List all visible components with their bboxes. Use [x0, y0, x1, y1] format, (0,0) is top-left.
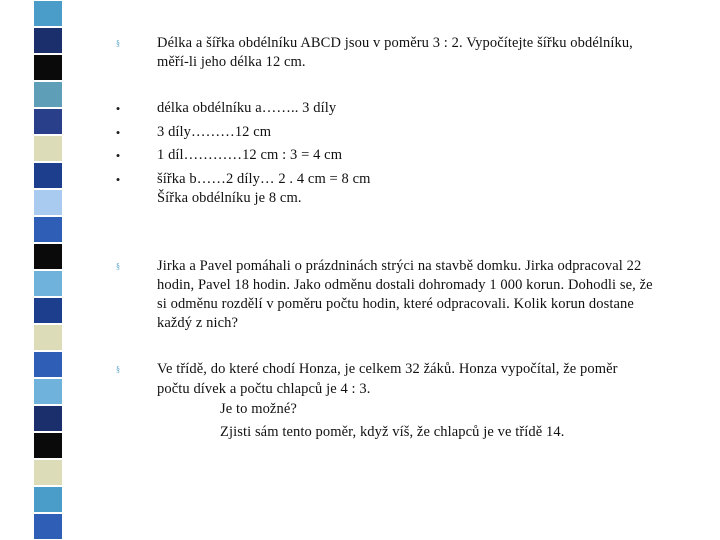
stripe-square — [34, 109, 62, 134]
stripe-square — [34, 271, 62, 296]
solution-step-2: 3 díly………12 cm — [157, 124, 272, 140]
stripe-square — [34, 433, 62, 458]
problem-3-line-2: počtu dívek a počtu chlapců je 4 : 3. — [157, 381, 371, 397]
stripe-square — [34, 379, 62, 404]
square-bullet: § — [116, 365, 120, 374]
problem-2-line-2: hodin, Pavel 18 hodin. Jako odměnu dostali dohromady 1 000 korun. Dohodli se, že — [157, 277, 653, 293]
stripe-square — [34, 55, 62, 80]
solution-step-4: šířka b……2 díly… 2 . 4 cm = 8 cm — [157, 171, 371, 187]
round-bullet: • — [115, 148, 121, 163]
stripe-square — [34, 28, 62, 53]
stripe-square — [34, 298, 62, 323]
solution-step-3: 1 díl…………12 cm : 3 = 4 cm — [157, 147, 343, 163]
square-bullet: § — [116, 39, 120, 48]
problem-2-line-3: si odměnu rozdělí v poměru počtu hodin, které odpracovali. Kolik korun dostane — [157, 296, 634, 312]
stripe-square — [34, 460, 62, 485]
stripe-square — [34, 514, 62, 539]
square-bullet: § — [116, 262, 120, 271]
stripe-square — [34, 163, 62, 188]
problem-1-line-1: Délka a šířka obdélníku ABCD jsou v poměru 3 : 2. Vypočítejte šířku obdélníku, — [157, 35, 633, 51]
stripe-square — [34, 487, 62, 512]
problem-2-line-4: každý z nich? — [157, 315, 239, 331]
problem-1-line-2: měří-li jeho délka 12 cm. — [157, 54, 306, 70]
round-bullet: • — [115, 101, 121, 116]
problem-3-line-1: Ve třídě, do které chodí Honza, je celkem 32 žáků. Honza vypočítal, že poměr — [157, 361, 618, 377]
round-bullet: • — [115, 172, 121, 187]
round-bullet: • — [115, 125, 121, 140]
decorative-stripe — [0, 0, 62, 540]
stripe-square — [34, 136, 62, 161]
stripe-square — [34, 82, 62, 107]
stripe-square — [34, 1, 62, 26]
stripe-square — [34, 352, 62, 377]
problem-3-task: Zjisti sám tento poměr, když víš, že chlapců je ve třídě 14. — [220, 424, 565, 440]
stripe-square — [34, 190, 62, 215]
stripe-square — [34, 406, 62, 431]
stripe-square — [34, 244, 62, 269]
stripe-square — [34, 217, 62, 242]
solution-answer: Šířka obdélníku je 8 cm. — [157, 190, 302, 206]
problem-2-line-1: Jirka a Pavel pomáhali o prázdninách strýci na stavbě domku. Jirka odpracoval 22 — [157, 258, 642, 274]
solution-step-1: délka obdélníku a…….. 3 díly — [157, 100, 337, 116]
problem-3-question: Je to možné? — [220, 401, 297, 417]
stripe-square — [34, 325, 62, 350]
